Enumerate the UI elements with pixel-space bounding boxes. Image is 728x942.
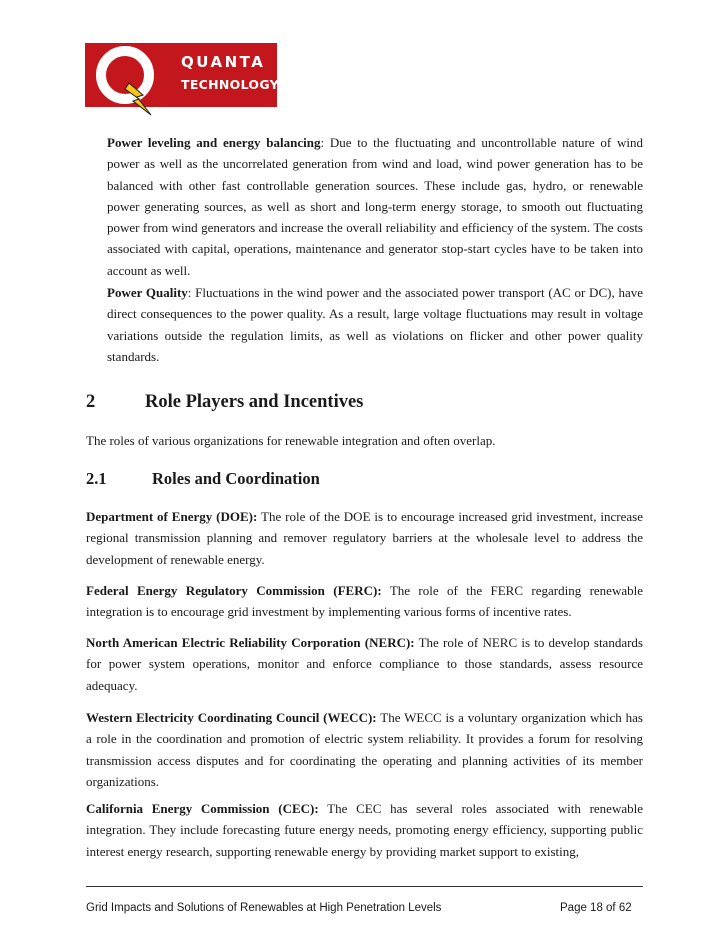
org-text: The WECC is a voluntary organization which has a role in the coordination and promotion of electric system reliability. It provides a forum for resolving transmission access disputes and for coordinating the operating and planning activities of its member organizations. [86, 710, 643, 789]
quanta-technology-logo [85, 43, 277, 119]
footer-document-title: Grid Impacts and Solutions of Renewables at High Penetration Levels [86, 902, 442, 914]
section-number: 2 [86, 392, 96, 412]
section-title: Roles and Coordination [152, 469, 320, 488]
org-nerc [86, 632, 643, 696]
logo-line-2: TECHNOLOGY [181, 77, 279, 92]
org-term: North American Electric Reliability Corporation (NERC): [86, 635, 415, 650]
bullet-term: Power Quality [107, 285, 188, 300]
org-term: Department of Energy (DOE): [86, 509, 258, 524]
org-term: California Energy Commission (CEC): [86, 801, 319, 816]
bullet-power-quality [107, 282, 643, 367]
org-text: The CEC has several roles associated with renewable integration. They include forecasting future energy needs, promoting energy efficiency, supporting public interest energy research, supporting renewable energy by providing market support to existing, [86, 801, 643, 859]
org-ferc [86, 580, 643, 623]
logo-line-1: QUANTA [181, 53, 266, 71]
org-term: Western Electricity Coordinating Council (WECC): [86, 710, 377, 725]
bullet-text: : Fluctuations in the wind power and the associated power transport (AC or DC), have direct consequences to the power quality. As a result, large voltage fluctuations may result in voltage variations outside the regulation limits, as well as violations on flicker and other power quality standards. [107, 285, 643, 364]
logo-q-emblem-icon [85, 43, 175, 119]
bullet-text: : Due to the fluctuating and uncontrollable nature of wind power as well as the uncorrelated generation from wind and load, wind power generation has to be balanced with other fast controllable generation sources. These include gas, hydro, or renewable power generating sources, as well as short and long-term energy storage, to smooth out fluctuating power from wind generators and increase the overall reliability and efficiency of the system. The costs associated with capital, operations, maintenance and generator stop-start cycles have to be taken into account as well. [107, 135, 643, 278]
org-text: The role of the FERC regarding renewable integration is to encourage grid investment by implementing various forms of incentive rates. [86, 583, 643, 620]
org-text: The role of the DOE is to encourage increased grid investment, increase regional transmission planning and remover regulatory barriers at the wholesale level to address the development of renewable energy. [86, 509, 643, 567]
bullet-power-leveling [107, 132, 643, 281]
section-number: 2.1 [86, 469, 107, 488]
section-title: Role Players and Incentives [145, 392, 364, 412]
bullet-term: Power leveling and energy balancing [107, 135, 321, 150]
org-wecc [86, 707, 643, 792]
section-2-heading [86, 392, 364, 413]
section-2-intro: The roles of various organizations for renewable integration and often overlap. [86, 433, 496, 448]
org-doe [86, 506, 643, 570]
footer-page-number: Page 18 of 62 [560, 902, 632, 914]
section-2-1-heading [86, 469, 320, 489]
footer-divider [86, 886, 643, 887]
org-term: Federal Energy Regulatory Commission (FERC): [86, 583, 382, 598]
org-cec [86, 798, 643, 862]
org-text: The role of NERC is to develop standards for power system operations, monitor and enforce compliance to those standards, assess resource adequacy. [86, 635, 643, 693]
